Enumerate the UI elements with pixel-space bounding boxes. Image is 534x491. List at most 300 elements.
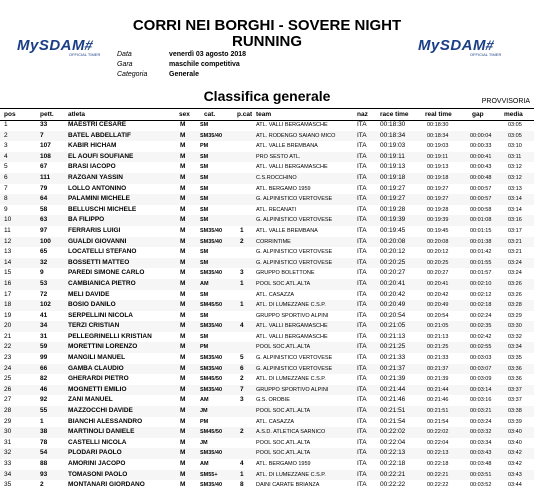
- cell-pos: 19: [4, 311, 12, 319]
- cell-gap: 00:03:43: [470, 450, 492, 457]
- cell-media: 03:30: [508, 323, 522, 330]
- cell-media: 03:13: [508, 185, 522, 192]
- cell-team: ATL. DI LUMEZZANE C.S.P.: [256, 302, 326, 309]
- cell-atleta: PAREDI SIMONE CARLO: [68, 269, 145, 277]
- cell-sex: M: [180, 343, 186, 351]
- cell-real-time: 00:20:08: [427, 238, 449, 245]
- cell-naz: ITA: [357, 385, 367, 393]
- table-row: [0, 374, 534, 385]
- cell-atleta: PLODARI PAOLO: [68, 449, 122, 457]
- cell-sex: M: [180, 184, 186, 192]
- cell-media: 03:05: [508, 132, 522, 139]
- cell-pos: 23: [4, 354, 12, 362]
- cell-gap: 00:00:43: [470, 164, 492, 171]
- cell-naz: ITA: [357, 470, 367, 478]
- cell-atleta: MOGNETTI EMILIO: [68, 385, 127, 393]
- cell-race-time: 00:22:02: [380, 428, 406, 436]
- cell-race-time: 00:20:42: [380, 290, 406, 298]
- cell-gap: 00:01:55: [470, 259, 492, 266]
- cell-naz: ITA: [357, 332, 367, 340]
- cell-team: POOL SOC.ATL.ALTA: [256, 344, 311, 351]
- cell-cat: SM: [200, 259, 209, 266]
- cell-race-time: 00:21:25: [380, 343, 406, 351]
- cell-real-time: 00:20:41: [427, 280, 449, 287]
- cell-real-time: 00:18:34: [427, 132, 449, 139]
- cell-race-time: 00:21:37: [380, 364, 406, 372]
- cell-gap: 00:03:07: [470, 365, 492, 372]
- cell-team: ATL. CASAZZA: [256, 418, 295, 425]
- cell-cat: SM35/40: [200, 270, 223, 277]
- cell-naz: ITA: [357, 396, 367, 404]
- table-row: [0, 342, 534, 353]
- cell-pos: 25: [4, 375, 12, 383]
- cell-sex: M: [180, 438, 186, 446]
- cell-team: G. ALPINISTICO VERTOVESE: [256, 217, 333, 224]
- cell-media: 03:14: [508, 206, 522, 213]
- cell-real-time: 00:21:51: [427, 408, 449, 415]
- cell-pos: 12: [4, 237, 12, 245]
- cell-pett: 54: [40, 449, 48, 457]
- cell-atleta: BATEL ABDELLATIF: [68, 131, 131, 139]
- cell-media: 03:43: [508, 471, 522, 478]
- cell-atleta: PALAMINI MICHELE: [68, 195, 130, 203]
- cell-naz: ITA: [357, 163, 367, 171]
- event-info: [117, 50, 246, 80]
- cell-pett: 64: [40, 195, 48, 203]
- cell-pos: 28: [4, 407, 12, 415]
- cell-real-time: 00:22:02: [427, 429, 449, 436]
- cell-real-time: 00:20:25: [427, 259, 449, 266]
- cell-real-time: 00:19:18: [427, 174, 449, 181]
- cell-pett: 79: [40, 184, 48, 192]
- cell-team: ATL. DI LUMEZZANE C.S.P.: [256, 471, 326, 478]
- cell-pett: 53: [40, 279, 48, 287]
- cell-sex: M: [180, 258, 186, 266]
- cell-sex: M: [180, 279, 186, 287]
- cell-race-time: 00:19:27: [380, 195, 406, 203]
- cell-atleta: TERZI CRISTIAN: [68, 322, 120, 330]
- cell-media: 03:37: [508, 386, 522, 393]
- cell-real-time: 00:21:46: [427, 397, 449, 404]
- cell-pett: 33: [40, 121, 48, 128]
- cell-team: ATL. VALLI BERGAMASCHE: [256, 164, 328, 171]
- cell-real-time: 00:19:13: [427, 164, 449, 171]
- cell-gap: 00:00:48: [470, 174, 492, 181]
- cell-team: ATL. BERGAMO 1959: [256, 185, 311, 192]
- cell-atleta: MAZZOCCHI DAVIDE: [68, 407, 133, 415]
- cell-cat: SM: [200, 196, 209, 203]
- cell-gap: 00:02:12: [470, 291, 492, 298]
- cell-sex: M: [180, 311, 186, 319]
- event-title-line1: CORRI NEI BORGHI - SOVERE NIGHT: [132, 17, 402, 34]
- cell-cat: SM: [200, 291, 209, 298]
- cell-pos: 18: [4, 301, 12, 309]
- cell-race-time: 00:20:12: [380, 248, 406, 256]
- cell-naz: ITA: [357, 258, 367, 266]
- table-row: [0, 427, 534, 438]
- cell-pett: 93: [40, 470, 48, 478]
- cell-pos: 2: [4, 131, 8, 139]
- cell-sex: M: [180, 375, 186, 383]
- cell-media: 03:16: [508, 217, 522, 224]
- col-pos: pos: [4, 111, 16, 118]
- cell-team: ATL. VALLI BERGAMASCHE: [256, 333, 328, 340]
- cell-naz: ITA: [357, 237, 367, 245]
- table-row: [0, 194, 534, 205]
- cell-media: 03:36: [508, 376, 522, 383]
- cell-pett: 34: [40, 322, 48, 330]
- cell-cat: AM: [200, 280, 209, 287]
- cell-gap: 00:02:24: [470, 312, 492, 319]
- cell-pos: 35: [4, 481, 12, 489]
- cell-cat: SM35/40: [200, 323, 223, 330]
- cell-team: ATL. RODENGO SAIANO MICO: [256, 132, 336, 139]
- cell-team: G. ALPINISTICO VERTOVESE: [256, 355, 333, 362]
- cell-race-time: 00:20:54: [380, 311, 406, 319]
- cell-pos: 30: [4, 428, 12, 436]
- cell-naz: ITA: [357, 205, 367, 213]
- table-row: [0, 247, 534, 258]
- cell-team: GRUPPO SPORTIVO ALPINI: [256, 386, 329, 393]
- cell-atleta: ZANI MANUEL: [68, 396, 113, 404]
- cell-sex: M: [180, 428, 186, 436]
- cell-atleta: SERPELLINI NICOLA: [68, 311, 134, 319]
- col-real-time: real time: [425, 111, 452, 118]
- cell-cat: AM: [200, 397, 209, 404]
- cell-media: 03:11: [508, 153, 522, 160]
- cell-naz: ITA: [357, 195, 367, 203]
- col-sex: sex: [179, 111, 190, 118]
- cell-team: ATL. VALLI BERGAMASCHE: [256, 323, 328, 330]
- cell-pett: 63: [40, 216, 48, 224]
- table-row: [0, 226, 534, 237]
- cell-pett: 1: [40, 417, 44, 425]
- table-row: [0, 258, 534, 269]
- cell-media: 03:42: [508, 450, 522, 457]
- cell-real-time: 00:20:42: [427, 291, 449, 298]
- cell-team: POOL SOC.ATL.ALTA: [256, 450, 311, 457]
- cell-pett: 41: [40, 311, 48, 319]
- cell-real-time: 00:19:39: [427, 217, 449, 224]
- table-row: [0, 162, 534, 173]
- cell-sex: M: [180, 396, 186, 404]
- cell-pos: 21: [4, 332, 12, 340]
- cell-cat: SM: [200, 164, 209, 171]
- cell-naz: ITA: [357, 248, 367, 256]
- cell-real-time: 00:19:27: [427, 185, 449, 192]
- cell-race-time: 00:20:27: [380, 269, 406, 277]
- cell-race-time: 00:21:13: [380, 332, 406, 340]
- cell-race-time: 00:19:45: [380, 226, 406, 234]
- cell-real-time: 00:19:28: [427, 206, 449, 213]
- cell-naz: ITA: [357, 173, 367, 181]
- cell-pos: 8: [4, 195, 8, 203]
- cell-atleta: PELLEGRINELLI KRISTIAN: [68, 332, 152, 340]
- cell-atleta: MONTANARI GIORDANO: [68, 481, 145, 489]
- cell-pos: 33: [4, 460, 12, 467]
- cell-gap: 00:03:24: [470, 418, 492, 425]
- cell-pett: 55: [40, 407, 48, 415]
- cell-media: 03:12: [508, 174, 522, 181]
- cell-pos: 31: [4, 438, 12, 446]
- cell-sex: M: [180, 173, 186, 181]
- cell-media: 03:26: [508, 280, 522, 287]
- cell-pett: 111: [40, 173, 51, 181]
- table-row: [0, 120, 534, 131]
- cell-race-time: 00:20:25: [380, 258, 406, 266]
- table-row: [0, 321, 534, 332]
- cell-pos: 1: [4, 121, 8, 128]
- cell-cat: SM35/40: [200, 450, 223, 457]
- cell-gap: 00:03:16: [470, 397, 492, 404]
- cell-atleta: RAZGANI YASSIN: [68, 173, 123, 181]
- cell-gap: 00:01:08: [470, 217, 492, 224]
- cell-cat: SM: [200, 153, 209, 160]
- cell-cat: AM: [200, 461, 209, 467]
- cell-pett: 100: [40, 237, 51, 245]
- info-label: Gara: [117, 61, 133, 68]
- cell-atleta: BIANCHI ALESSANDRO: [68, 417, 143, 425]
- cell-pett: 78: [40, 438, 48, 446]
- cell-pos: 7: [4, 184, 8, 192]
- cell-team: G. ALPINISTICO VERTOVESE: [256, 249, 333, 256]
- cell-race-time: 00:21:46: [380, 396, 406, 404]
- cell-team: G. ALPINISTICO VERTOVESE: [256, 259, 333, 266]
- cell-pett: 32: [40, 258, 48, 266]
- cell-pcat: 5: [240, 354, 244, 362]
- cell-naz: ITA: [357, 438, 367, 446]
- cell-sex: M: [180, 142, 186, 150]
- col-gap: gap: [472, 111, 484, 118]
- cell-pos: 16: [4, 279, 12, 287]
- cell-naz: ITA: [357, 131, 367, 139]
- cell-pos: 5: [4, 163, 8, 171]
- cell-gap: 00:03:09: [470, 376, 492, 383]
- cell-pos: 34: [4, 470, 12, 478]
- cell-pett: 7: [40, 131, 44, 139]
- cell-sex: M: [180, 205, 186, 213]
- cell-real-time: 00:21:39: [427, 376, 449, 383]
- cell-real-time: 00:19:45: [427, 227, 449, 234]
- cell-cat: SM35/40: [200, 482, 223, 489]
- cell-race-time: 00:21:51: [380, 407, 406, 415]
- cell-pos: 14: [4, 258, 12, 266]
- cell-sex: M: [180, 195, 186, 203]
- cell-media: 03:24: [508, 259, 522, 266]
- cell-gap: 00:00:33: [470, 143, 492, 150]
- cell-pos: 3: [4, 142, 8, 150]
- table-row: [0, 237, 534, 248]
- cell-pos: 20: [4, 322, 12, 330]
- cell-gap: 00:00:57: [470, 196, 492, 203]
- cell-pett: 38: [40, 428, 48, 436]
- table-row: [0, 268, 534, 279]
- cell-gap: 00:01:15: [470, 227, 492, 234]
- cell-cat: SM35/40: [200, 227, 223, 234]
- provisional-label: PROVVISORIA: [481, 98, 530, 105]
- cell-atleta: BOSSETTI MATTEO: [68, 258, 130, 266]
- cell-pos: 13: [4, 248, 12, 256]
- cell-atleta: FERRARIS LUIGI: [68, 226, 121, 234]
- cell-real-time: 00:21:13: [427, 333, 449, 340]
- cell-media: 03:21: [508, 238, 522, 245]
- cell-sex: M: [180, 407, 186, 415]
- cell-pett: 97: [40, 226, 48, 234]
- cell-pett: 72: [40, 290, 48, 298]
- cell-media: 03:42: [508, 461, 522, 467]
- col-race-time: race time: [380, 111, 409, 118]
- cell-real-time: 00:21:44: [427, 386, 449, 393]
- cell-team: ATL. VALLE BREMBANA: [256, 143, 318, 150]
- cell-atleta: BOSIO DANILO: [68, 301, 116, 309]
- cell-pos: 11: [4, 226, 11, 234]
- cell-media: 03:29: [508, 312, 522, 319]
- cell-pcat: 4: [240, 460, 244, 467]
- cell-sex: M: [180, 216, 186, 224]
- cell-atleta: MELI DAVIDE: [68, 290, 110, 298]
- cell-naz: ITA: [357, 364, 367, 372]
- info-row-category: [117, 70, 246, 80]
- cell-naz: ITA: [357, 311, 367, 319]
- info-label: Categoria: [117, 71, 148, 78]
- cell-cat: SM: [200, 217, 209, 224]
- cell-real-time: 00:19:11: [427, 153, 449, 160]
- section-title: Classifica generale: [203, 88, 331, 104]
- cell-pett: 46: [40, 385, 48, 393]
- cell-pcat: 2: [240, 237, 244, 245]
- table-row: [0, 459, 534, 470]
- cell-real-time: 00:20:54: [427, 312, 449, 319]
- cell-gap: 00:00:41: [470, 153, 492, 160]
- cell-team: G. ALPINISTICO VERTOVESE: [256, 196, 333, 203]
- cell-atleta: MANGILI MANUEL: [68, 354, 126, 362]
- cell-gap: 00:00:04: [470, 132, 492, 139]
- cell-sex: M: [180, 248, 186, 256]
- cell-cat: SM: [200, 312, 209, 319]
- cell-cat: SM35/40: [200, 365, 223, 372]
- cell-media: 03:40: [508, 439, 522, 446]
- cell-naz: ITA: [357, 417, 367, 425]
- cell-race-time: 00:21:44: [380, 385, 406, 393]
- cell-cat: SM: [200, 185, 209, 192]
- cell-media: 03:35: [508, 355, 522, 362]
- cell-naz: ITA: [357, 322, 367, 330]
- cell-atleta: BELLUSCHI MICHELE: [68, 205, 137, 213]
- table-row: [0, 152, 534, 163]
- cell-naz: ITA: [357, 428, 367, 436]
- cell-team: GRUPPO BOLETTONE: [256, 270, 315, 277]
- cell-team: G.S. OROBIE: [256, 397, 290, 404]
- cell-cat: SM: [200, 333, 209, 340]
- cell-race-time: 00:21:54: [380, 417, 406, 425]
- cell-naz: ITA: [357, 375, 367, 383]
- cell-race-time: 00:21:05: [380, 322, 406, 330]
- cell-real-time: 00:22:21: [427, 471, 449, 478]
- cell-real-time: 00:21:37: [427, 365, 449, 372]
- cell-real-time: 00:19:03: [427, 143, 449, 150]
- cell-cat: SM: [200, 249, 209, 256]
- cell-pett: 107: [40, 142, 51, 150]
- cell-cat: SM45/50: [200, 429, 223, 436]
- cell-real-time: 00:19:27: [427, 196, 449, 203]
- cell-atleta: BRASI IACOPO: [68, 163, 116, 171]
- table-row: [0, 470, 534, 481]
- cell-atleta: MARTINOLI DANIELE: [68, 428, 135, 436]
- cell-pett: 82: [40, 375, 48, 383]
- cell-race-time: 00:18:30: [380, 121, 406, 128]
- cell-race-time: 00:22:21: [380, 470, 406, 478]
- cell-cat: SM: [200, 122, 209, 128]
- cell-real-time: 00:21:25: [427, 344, 449, 351]
- cell-gap: 00:03:14: [470, 386, 492, 393]
- cell-naz: ITA: [357, 460, 367, 467]
- cell-media: 03:44: [508, 482, 522, 489]
- logo-subtitle: OFFICIAL TIMER: [69, 52, 101, 57]
- cell-pos: 29: [4, 417, 12, 425]
- cell-sex: M: [180, 269, 186, 277]
- cell-pcat: 1: [240, 301, 244, 309]
- cell-cat: SM55+: [200, 471, 218, 478]
- cell-sex: M: [180, 226, 186, 234]
- table-row: [0, 353, 534, 364]
- cell-media: 03:26: [508, 291, 522, 298]
- cell-pcat: 3: [240, 396, 244, 404]
- table-row: [0, 279, 534, 290]
- cell-team: C.S.ROCCHINO: [256, 174, 297, 181]
- col-team: team: [256, 111, 272, 118]
- cell-team: POOL SOC.ATL.ALTA: [256, 280, 311, 287]
- mysdam-logo-right: [418, 37, 502, 57]
- cell-pett: 102: [40, 301, 51, 309]
- cell-pcat: 6: [240, 364, 244, 372]
- cell-naz: ITA: [357, 216, 367, 224]
- cell-pcat: 3: [240, 269, 244, 277]
- cell-atleta: GAMBA CLAUDIO: [68, 364, 124, 372]
- table-row: [0, 311, 534, 322]
- cell-team: ATL. BERGAMO 1959: [256, 461, 311, 467]
- cell-media: 03:32: [508, 333, 522, 340]
- table-row: [0, 417, 534, 428]
- info-value: maschile competitiva: [169, 61, 240, 68]
- cell-team: DAINI CARATE BRIANZA: [256, 482, 320, 489]
- cell-race-time: 00:20:49: [380, 301, 406, 309]
- cell-pcat: 8: [240, 481, 244, 489]
- cell-race-time: 00:19:39: [380, 216, 406, 224]
- cell-media: 03:21: [508, 249, 522, 256]
- cell-sex: M: [180, 237, 186, 245]
- mysdam-logo-left: [17, 37, 101, 57]
- cell-gap: 00:02:55: [470, 344, 492, 351]
- cell-pcat: 2: [240, 375, 244, 383]
- cell-atleta: MORETTINI LORENZO: [68, 343, 138, 351]
- cell-atleta: LOCATELLI STEFANO: [68, 248, 137, 256]
- cell-real-time: 00:22:04: [427, 439, 449, 446]
- cell-team: CORRINTIME: [256, 238, 291, 245]
- cell-atleta: CASTELLI NICOLA: [68, 438, 127, 446]
- cell-team: GRUPPO SPORTIVO ALPINI: [256, 312, 329, 319]
- cell-pos: 6: [4, 173, 8, 181]
- cell-pos: 17: [4, 290, 12, 298]
- cell-naz: ITA: [357, 343, 367, 351]
- cell-pcat: 4: [240, 322, 244, 330]
- cell-naz: ITA: [357, 407, 367, 415]
- cell-atleta: AMORINI JACOPO: [68, 460, 126, 467]
- cell-cat: SM35/40: [200, 386, 223, 393]
- cell-gap: 00:03:03: [470, 355, 492, 362]
- cell-pett: 2: [40, 481, 44, 489]
- event-title-line2: RUNNING: [232, 33, 302, 50]
- cell-race-time: 00:22:18: [380, 460, 406, 467]
